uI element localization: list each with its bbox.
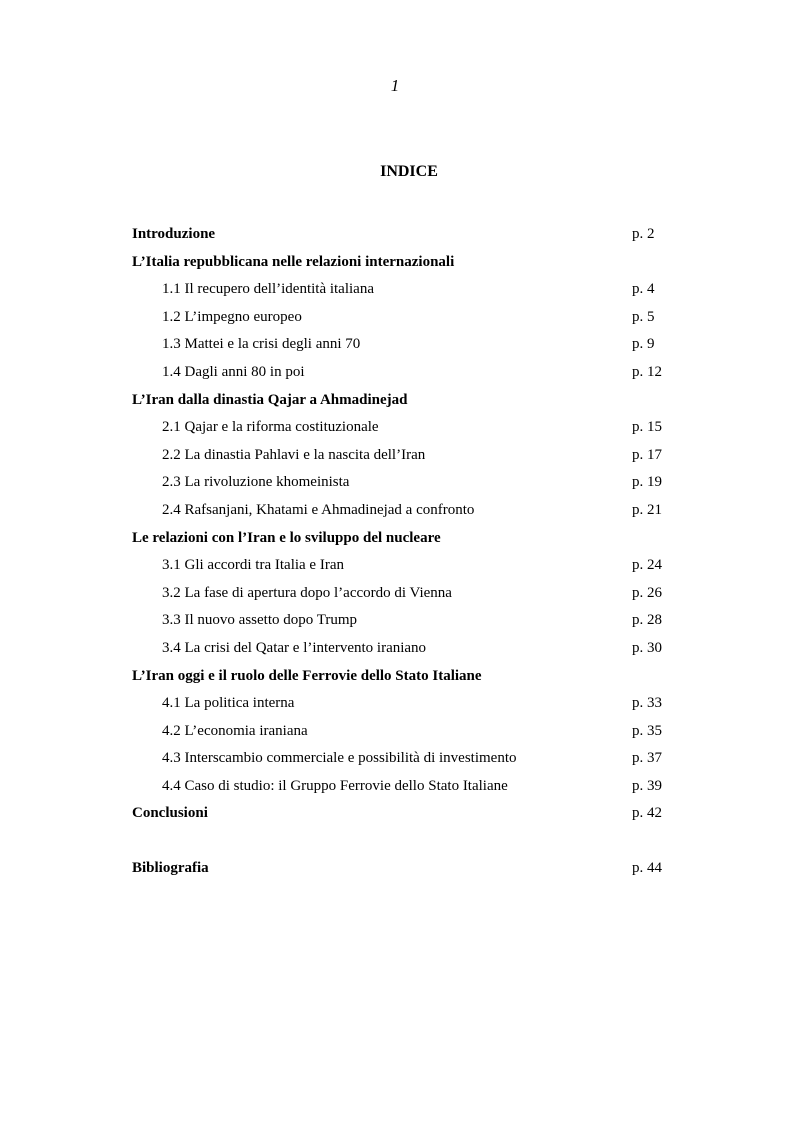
toc-section-page: p. 35	[632, 722, 662, 739]
toc-section-label: 3.1 Gli accordi tra Italia e Iran	[162, 557, 344, 574]
toc-section-2-3	[132, 472, 692, 500]
page-number: 1	[390, 76, 400, 95]
toc-section-page: p. 37	[632, 750, 662, 767]
toc-section-page: p. 15	[632, 419, 662, 436]
toc-section-page: p. 33	[632, 695, 662, 712]
toc-section-page: p. 28	[632, 612, 662, 629]
toc-chapter-1	[132, 252, 692, 280]
toc-entry-introduzione	[132, 224, 692, 252]
toc-section-label: 1.3 Mattei e la crisi degli anni 70	[162, 336, 361, 353]
toc-section-4-2	[132, 721, 692, 749]
toc-section-page: p. 26	[632, 584, 662, 601]
toc-chapter-3	[132, 528, 692, 556]
toc-entry-label: Introduzione	[132, 226, 216, 242]
toc-section-label: 4.3 Interscambio commerciale e possibilità di investimento	[162, 750, 517, 767]
toc-section-3-3	[132, 610, 692, 638]
toc-chapter-4	[132, 666, 692, 694]
toc-entry-page: p. 2	[632, 226, 655, 242]
toc-section-3-4	[132, 638, 692, 666]
toc-chapter-label: L’Iran dalla dinastia Qajar a Ahmadinejad	[132, 391, 408, 408]
toc-section-label: 4.1 La politica interna	[162, 695, 295, 712]
toc-chapter-label: L’Italia repubblicana nelle relazioni internazionali	[132, 253, 455, 270]
toc-spacer	[132, 831, 692, 858]
toc-chapter-label: L’Iran oggi e il ruolo delle Ferrovie dello Stato Italiane	[132, 667, 482, 684]
toc-section-label: 2.4 Rafsanjani, Khatami e Ahmadinejad a confronto	[162, 501, 475, 518]
toc-section-page: p. 19	[632, 474, 662, 491]
toc-section-3-1	[132, 555, 692, 583]
toc-entry-label: Conclusioni	[132, 805, 208, 822]
toc-section-label: 4.4 Caso di studio: il Gruppo Ferrovie dello Stato Italiane	[162, 777, 508, 794]
toc-section-page: p. 30	[632, 639, 662, 656]
toc-section-page: p. 24	[632, 557, 662, 574]
toc-section-label: 3.4 La crisi del Qatar e l’intervento iraniano	[162, 639, 427, 656]
toc-section-label: 4.2 L’economia iraniana	[162, 722, 308, 739]
toc-section-1-1	[132, 279, 692, 307]
toc-section-label: 3.2 La fase di apertura dopo l’accordo di Vienna	[162, 584, 452, 601]
toc-section-2-2	[132, 445, 692, 473]
toc-section-label: 1.4 Dagli anni 80 in poi	[162, 363, 305, 380]
toc-section-4-1	[132, 693, 692, 721]
toc-section-label: 1.2 L’impegno europeo	[162, 308, 302, 325]
toc-section-page: p. 17	[632, 446, 662, 463]
toc-section-1-3	[132, 334, 692, 362]
toc-section-label: 2.2 La dinastia Pahlavi e la nascita dell’Iran	[162, 446, 426, 463]
toc-section-label: 2.1 Qajar e la riforma costituzionale	[162, 419, 379, 436]
toc-section-label: 1.1 Il recupero dell’identità italiana	[162, 281, 374, 298]
toc-chapter-label: Le relazioni con l’Iran e lo sviluppo del nucleare	[132, 529, 441, 546]
table-of-contents	[132, 224, 692, 886]
toc-entry-page: p. 42	[632, 805, 662, 822]
toc-section-page: p. 39	[632, 777, 662, 794]
toc-section-page: p. 12	[632, 363, 662, 380]
toc-entry-bibliografia	[132, 858, 692, 886]
toc-section-1-4	[132, 362, 692, 390]
toc-section-4-4	[132, 776, 692, 804]
toc-section-label: 2.3 La rivoluzione khomeinista	[162, 474, 350, 491]
toc-section-page: p. 4	[632, 281, 655, 298]
toc-section-1-2	[132, 307, 692, 335]
toc-section-page: p. 21	[632, 501, 662, 518]
toc-chapter-2	[132, 390, 692, 418]
toc-section-page: p. 5	[632, 308, 655, 325]
toc-section-4-3	[132, 748, 692, 776]
toc-entry-page: p. 44	[632, 860, 662, 877]
toc-entry-conclusioni	[132, 803, 692, 831]
toc-section-2-1	[132, 417, 692, 445]
toc-section-page: p. 9	[632, 336, 655, 353]
page-title: INDICE	[380, 163, 438, 180]
toc-section-2-4	[132, 500, 692, 528]
toc-entry-label: Bibliografia	[132, 860, 209, 877]
toc-section-label: 3.3 Il nuovo assetto dopo Trump	[162, 612, 358, 629]
toc-section-3-2	[132, 583, 692, 611]
